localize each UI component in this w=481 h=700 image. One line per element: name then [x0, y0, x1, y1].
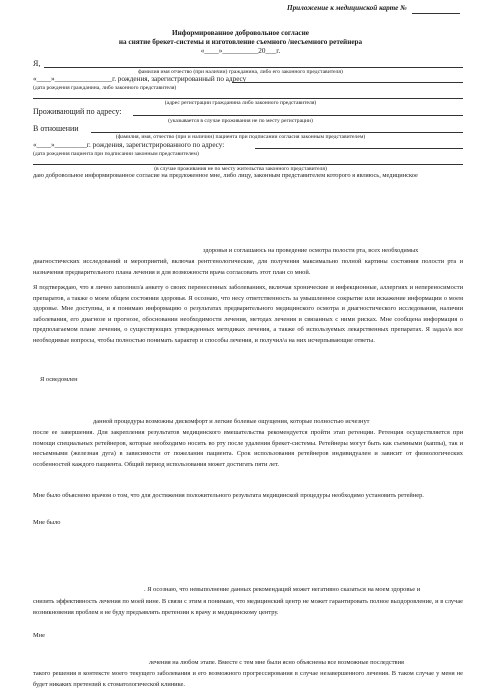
paragraph-procedure: после ее завершения. Для закрепления результатов медицинского вмешательства рекомендуется пройти этап ретенции. Ретенция осуществляется при помощи специальных ретейнеров, которые необходимо носить во рту после удаления брекет-системы. Ретейнеры могут быть как съемными (каппы), так и несъемными (железная дуга) в зависимости от пожелания пациента. Срок использования ретейнеров индивидуален и зависит от физиологических особенностей каждого пациента. Общий период использования может достигать пяти лет.	[33, 429, 463, 468]
lives-label: Проживающий по адресу:	[33, 107, 122, 116]
paragraph-refusal: такого решения в контексте моего текущего заболевания и его возможного прогрессирования в случае незавершенного лечения. В таком случае у меня не будет никаких претензий к стоматологической клинике.	[33, 670, 463, 688]
lives-hint: (указывается в случае проживания не по месту регистрации)	[168, 118, 313, 124]
paragraph-exam-start: здоровья и соглашаюсь на проведение осмотра полости рта, всех необходимых	[203, 247, 419, 254]
card-number-line	[412, 13, 460, 14]
document-date: «____»__________20___г.	[200, 47, 281, 55]
patient-hint: (фамилия, имя, отчество (при и наличии) пациента при подписании согласия законным представителем)	[115, 134, 366, 140]
paragraph-exam: диагностических исследований и мероприятий, включая рентгенологические, для получения максимально полной картины состояния полости рта и назначения предварительного плана лечения и для возможности врача согласовать этот план со мной.	[33, 258, 463, 276]
paragraph-retainer: Мне было объяснено врачом о том, что для достижения положительного результата медицинской процедуры необходимо установить ретейнер.	[33, 492, 424, 499]
document-title-line2: на снятие брекет-системы и изготовление съемного /несъемного ретейнера	[118, 38, 363, 46]
birth2-hint: (дата рождения пациента при подписании законным представителем)	[33, 151, 199, 157]
paragraph-aware: Я осведомлен	[40, 376, 78, 383]
paragraph-refusal-start: лечения на любом этапе. Вместе с тем мне были ясно объяснены все возможные последствия	[149, 659, 404, 666]
paragraph-was: Мне было	[33, 519, 61, 526]
reg-address-field-2[interactable]	[33, 98, 463, 99]
birth-label: «____»________________г. рождения, зарегистрированный по адресу	[33, 75, 247, 83]
lives-address-field[interactable]	[133, 115, 463, 116]
birth-hint: (дата рождения гражданина, либо законного представителя)	[33, 85, 177, 91]
birth2-label: «____»_________г. рождения, зарегистрированного по адресу:	[33, 141, 225, 149]
paragraph-risk-start: . Я осознаю, что невыполнение данных рекомендаций может негативно сказаться на моем здоровье и	[144, 586, 421, 593]
ya-label: Я,	[33, 59, 41, 68]
patient-fio-field[interactable]	[91, 132, 463, 133]
lives2-hint: (в случае проживания не по месту жительства законного представителя)	[154, 166, 327, 172]
document-title-line1: Информированное добровольное согласие	[172, 29, 309, 37]
patient-address-field-2[interactable]	[33, 164, 463, 165]
paragraph-consent: даю добровольное информированное согласие на предложенное мне, либо лицу, законным представителем которого я являюсь, медицинское	[33, 172, 418, 179]
paragraph-procedure-start: данной процедуры возможны дискомфорт и легкие болевые ощущения, которые полностью исчезнут	[93, 418, 370, 425]
reg-address-field[interactable]	[232, 82, 463, 83]
appendix-label: Приложение к медицинской карте №	[287, 4, 407, 12]
fio-hint: фамилия имя отчество (при наличии) гражданина, либо его законного представителя)	[138, 69, 343, 75]
paragraph-risk: снизить эффективность лечения по моей вине. В связи с этим я понимаю, что медицинский центр не может гарантировать полное выздоровление, и в случае возникновения проблем я не буду предъявлять претензии к врачу и медицинскому центру.	[33, 598, 463, 616]
paragraph-me: Мне	[33, 632, 45, 639]
patient-address-field[interactable]	[255, 148, 463, 149]
regarding-label: В отношении	[33, 124, 79, 133]
reg-hint: (адрес регистрации гражданина либо законного представителя)	[164, 100, 317, 106]
fio-field[interactable]	[44, 67, 463, 68]
paragraph-confirm: Я подтверждаю, что я лично заполнил/а анкету о своих перенесенных заболеваниях, включая хронические и инфекционные, аллергиях и непереносимости препаратов, а также о моем общем состоянии здоровья. Я осознаю, что несу ответственность за умышленное сокрытие или искажение информации о моем здоровье. Мне доступны, и я понимаю информацию о результатах предварительного медицинского осмотра и диагностического исследования, наличии заболевания, его диагнозе и прогнозе, обосновании необходимости лечения, методах лечения и связанных с ними рисках. Мне сообщена информация о предполагаемом плане лечения, о существующих утвержденных методиках лечения, а также об используемых лекарственных препаратах. Я задал/а все необходимые вопросы, чтобы полностью понимать характер и способы лечения, и получил/а на них исчерпывающие ответы.	[33, 284, 463, 344]
